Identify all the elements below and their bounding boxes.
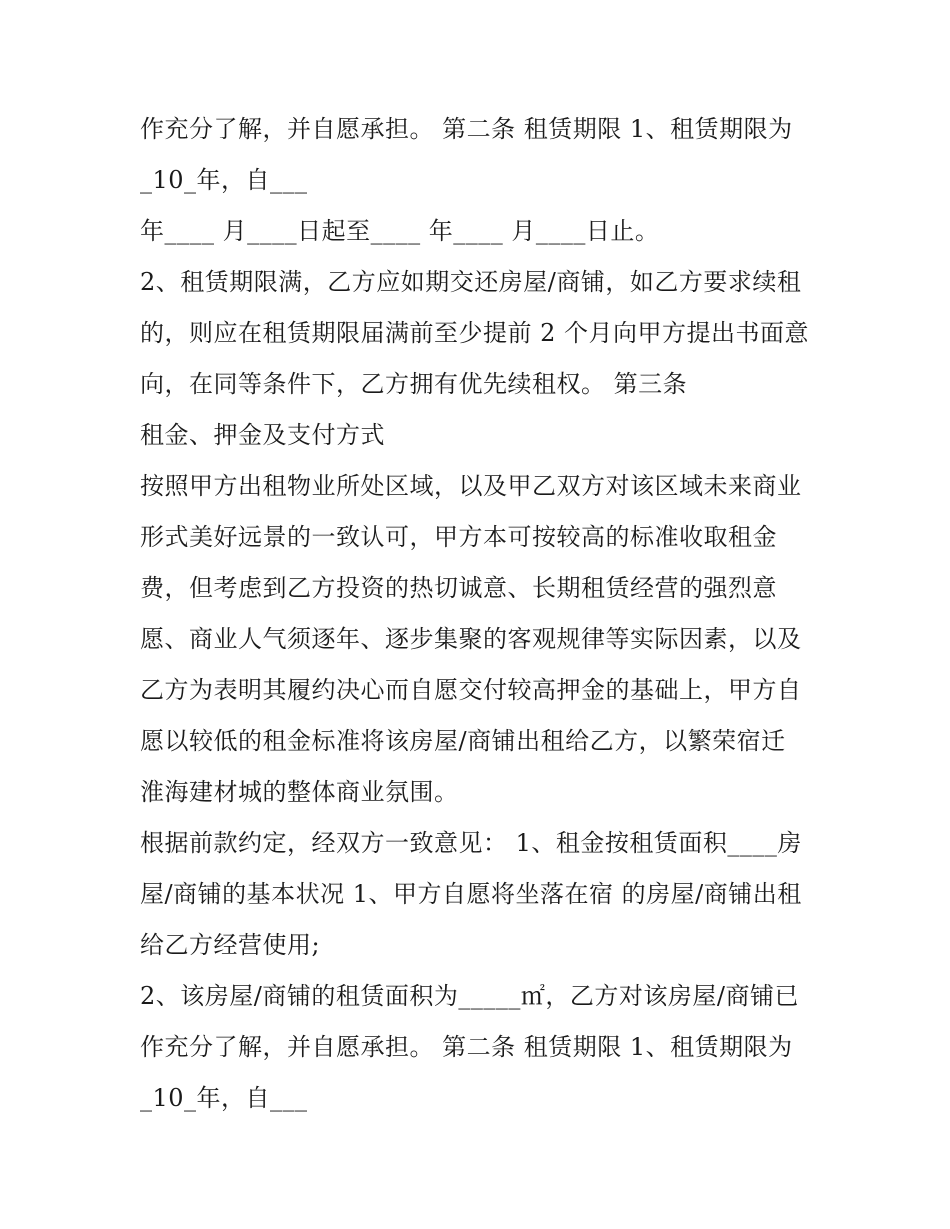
text-line: 乙方为表明其履约决心而自愿交付较高押金的基础上，甲方自 (140, 676, 802, 704)
text-line: 费，但考虑到乙方投资的热切诚意、长期租赁经营的强烈意 (140, 574, 777, 602)
text-line: 向，在同等条件下，乙方拥有优先续租权。 第三条 (140, 370, 688, 398)
text-line: 2、租赁期限满，乙方应如期交还房屋/商铺，如乙方要求续租 (140, 268, 802, 296)
section-heading: 租金、押金及支付方式 (140, 421, 385, 449)
text-line: 给乙方经营使用; (140, 931, 321, 959)
text-line: _10_年，自___ (140, 166, 308, 194)
text-line: _10_年，自___ (140, 1084, 308, 1112)
text-line: 的，则应在租赁期限届满前至少提前 2 个月向甲方提出书面意 (140, 319, 810, 347)
text-line: 按照甲方出租物业所处区域，以及甲乙双方对该区域未来商业 (140, 472, 802, 500)
text-line: 根据前款约定，经双方一致意见： 1、租金按租赁面积____房 (140, 829, 802, 857)
text-line: 作充分了解，并自愿承担。 第二条 租赁期限 1、租赁期限为 (140, 115, 793, 143)
text-line: 作充分了解，并自愿承担。 第二条 租赁期限 1、租赁期限为 (140, 1033, 793, 1061)
text-line: 屋/商铺的基本状况 1、甲方自愿将坐落在宿 的房屋/商铺出租 (140, 880, 802, 908)
text-line: 愿、商业人气须逐年、逐步集聚的客观规律等实际因素，以及 (140, 625, 802, 653)
text-line: 年____ 月____日起至____ 年____ 月____日止。 (140, 217, 660, 245)
text-line: 淮海建材城的整体商业氛围。 (140, 778, 459, 806)
text-line: 形式美好远景的一致认可，甲方本可按较高的标准收取租金 (140, 523, 777, 551)
text-line: 2、该房屋/商铺的租赁面积为_____㎡，乙方对该房屋/商铺已 (140, 982, 799, 1010)
text-line: 愿以较低的租金标准将该房屋/商铺出租给乙方，以繁荣宿迁 (140, 727, 786, 755)
